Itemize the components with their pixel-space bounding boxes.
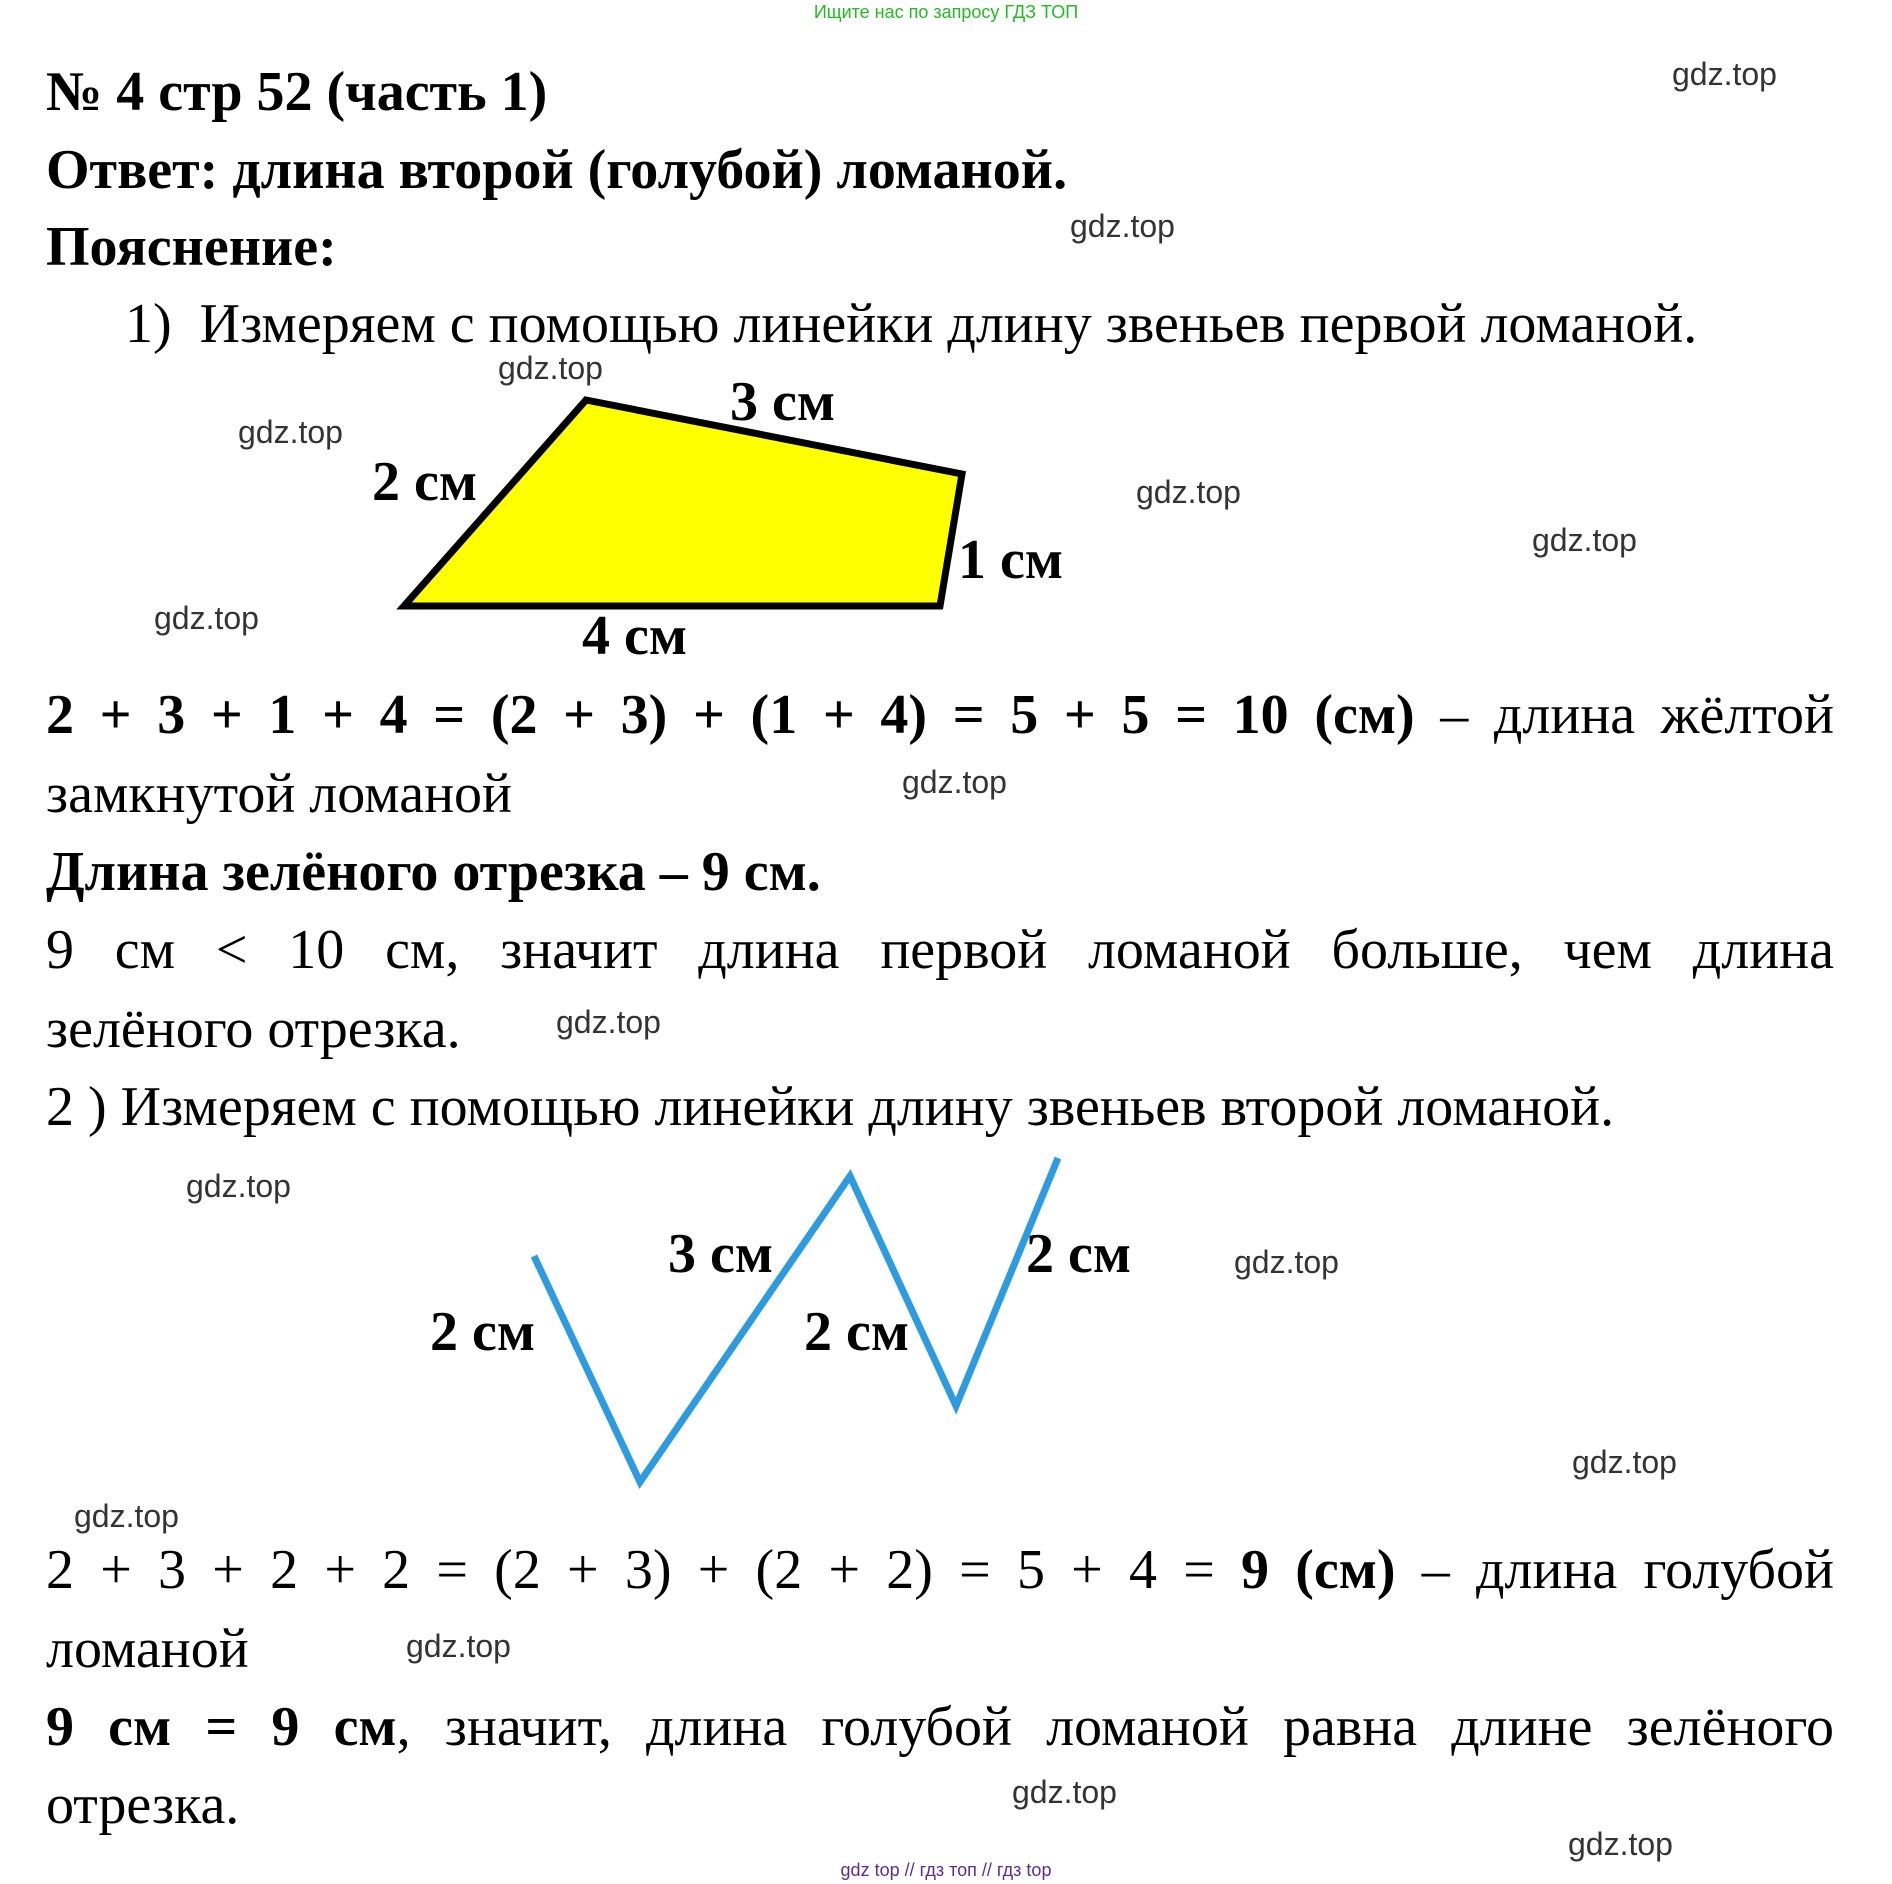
compare1-line1: 9 см < 10 см, значит длина первой ломаной больше, чем длина (46, 919, 1834, 981)
watermark: gdz.top (1572, 1444, 1677, 1480)
watermark: gdz.top (1672, 56, 1777, 92)
watermark: gdz.top (1532, 522, 1637, 558)
label-top-side: 3 см (730, 371, 835, 433)
conclusion-line2: отрезка. (46, 1774, 240, 1836)
top-banner[interactable]: Ищите нас по запросу ГДЗ ТОП (813, 2, 1079, 22)
answer-line: Ответ: длина второй (голубой) ломаной. (46, 139, 1068, 201)
watermark: gdz.top (406, 1628, 511, 1664)
label-left-side: 2 см (372, 451, 477, 513)
label-blue-seg2: 3 см (668, 1223, 773, 1285)
sum2-tail: – длина голубой (1395, 1539, 1835, 1601)
compare1-line2: зелёного отрезка. (46, 998, 461, 1060)
label-bottom-side: 4 см (582, 605, 687, 667)
step2-text: 2 ) Измеряем с помощью линейки длину звеньев второй ломаной. (46, 1076, 1615, 1138)
watermark: gdz.top (1568, 1826, 1673, 1862)
sum2-result: 9 (см) (1241, 1539, 1396, 1601)
conclusion-line1 (46, 1695, 1834, 1759)
watermark: gdz.top (902, 764, 1007, 800)
label-blue-seg1: 2 см (430, 1301, 535, 1363)
watermark: gdz.top (1136, 474, 1241, 510)
watermark: gdz.top (498, 350, 603, 386)
watermark: gdz.top (186, 1168, 291, 1204)
step1-description: Измеряем с помощью линейки длину звеньев первой ломаной. (199, 293, 1698, 355)
footer-links[interactable]: gdz top // гдз топ // гдз top (840, 1860, 1052, 1880)
step1-number: 1) (125, 293, 172, 355)
watermark: gdz.top (556, 1004, 661, 1040)
conclusion-rest: , значит, длина голубой ломаной равна длине зелёного (396, 1696, 1834, 1758)
sum1-tail: – длина жёлтой (1414, 684, 1834, 746)
watermark: gdz.top (1012, 1774, 1117, 1810)
explanation-title: Пояснение: (46, 216, 337, 278)
page-title: № 4 стр 52 (часть 1) (46, 61, 548, 123)
label-blue-seg4: 2 см (1026, 1223, 1131, 1285)
sum2-line2: ломаной (46, 1618, 249, 1680)
watermark: gdz.top (1234, 1244, 1339, 1280)
label-right-side: 1 см (958, 529, 1063, 591)
watermark: gdz.top (154, 600, 259, 636)
sum2-line1 (46, 1538, 1834, 1602)
label-blue-seg3: 2 см (804, 1301, 909, 1363)
sum2-expression: 2 + 3 + 2 + 2 = (2 + 3) + (2 + 2) = 5 + 4 = (46, 1539, 1242, 1601)
watermark: gdz.top (74, 1498, 179, 1534)
sum1-line2: замкнутой ломаной (46, 763, 513, 825)
watermark: gdz.top (1070, 208, 1175, 244)
conclusion-equality: 9 см = 9 см (46, 1696, 397, 1758)
blue-polyline (534, 1158, 1058, 1482)
green-segment-length: Длина зелёного отрезка – 9 см. (46, 841, 821, 903)
sum1-expression: 2 + 3 + 1 + 4 = (2 + 3) + (1 + 4) = 5 + 5 = 10 (см) (46, 684, 1415, 746)
watermark: gdz.top (238, 414, 343, 450)
